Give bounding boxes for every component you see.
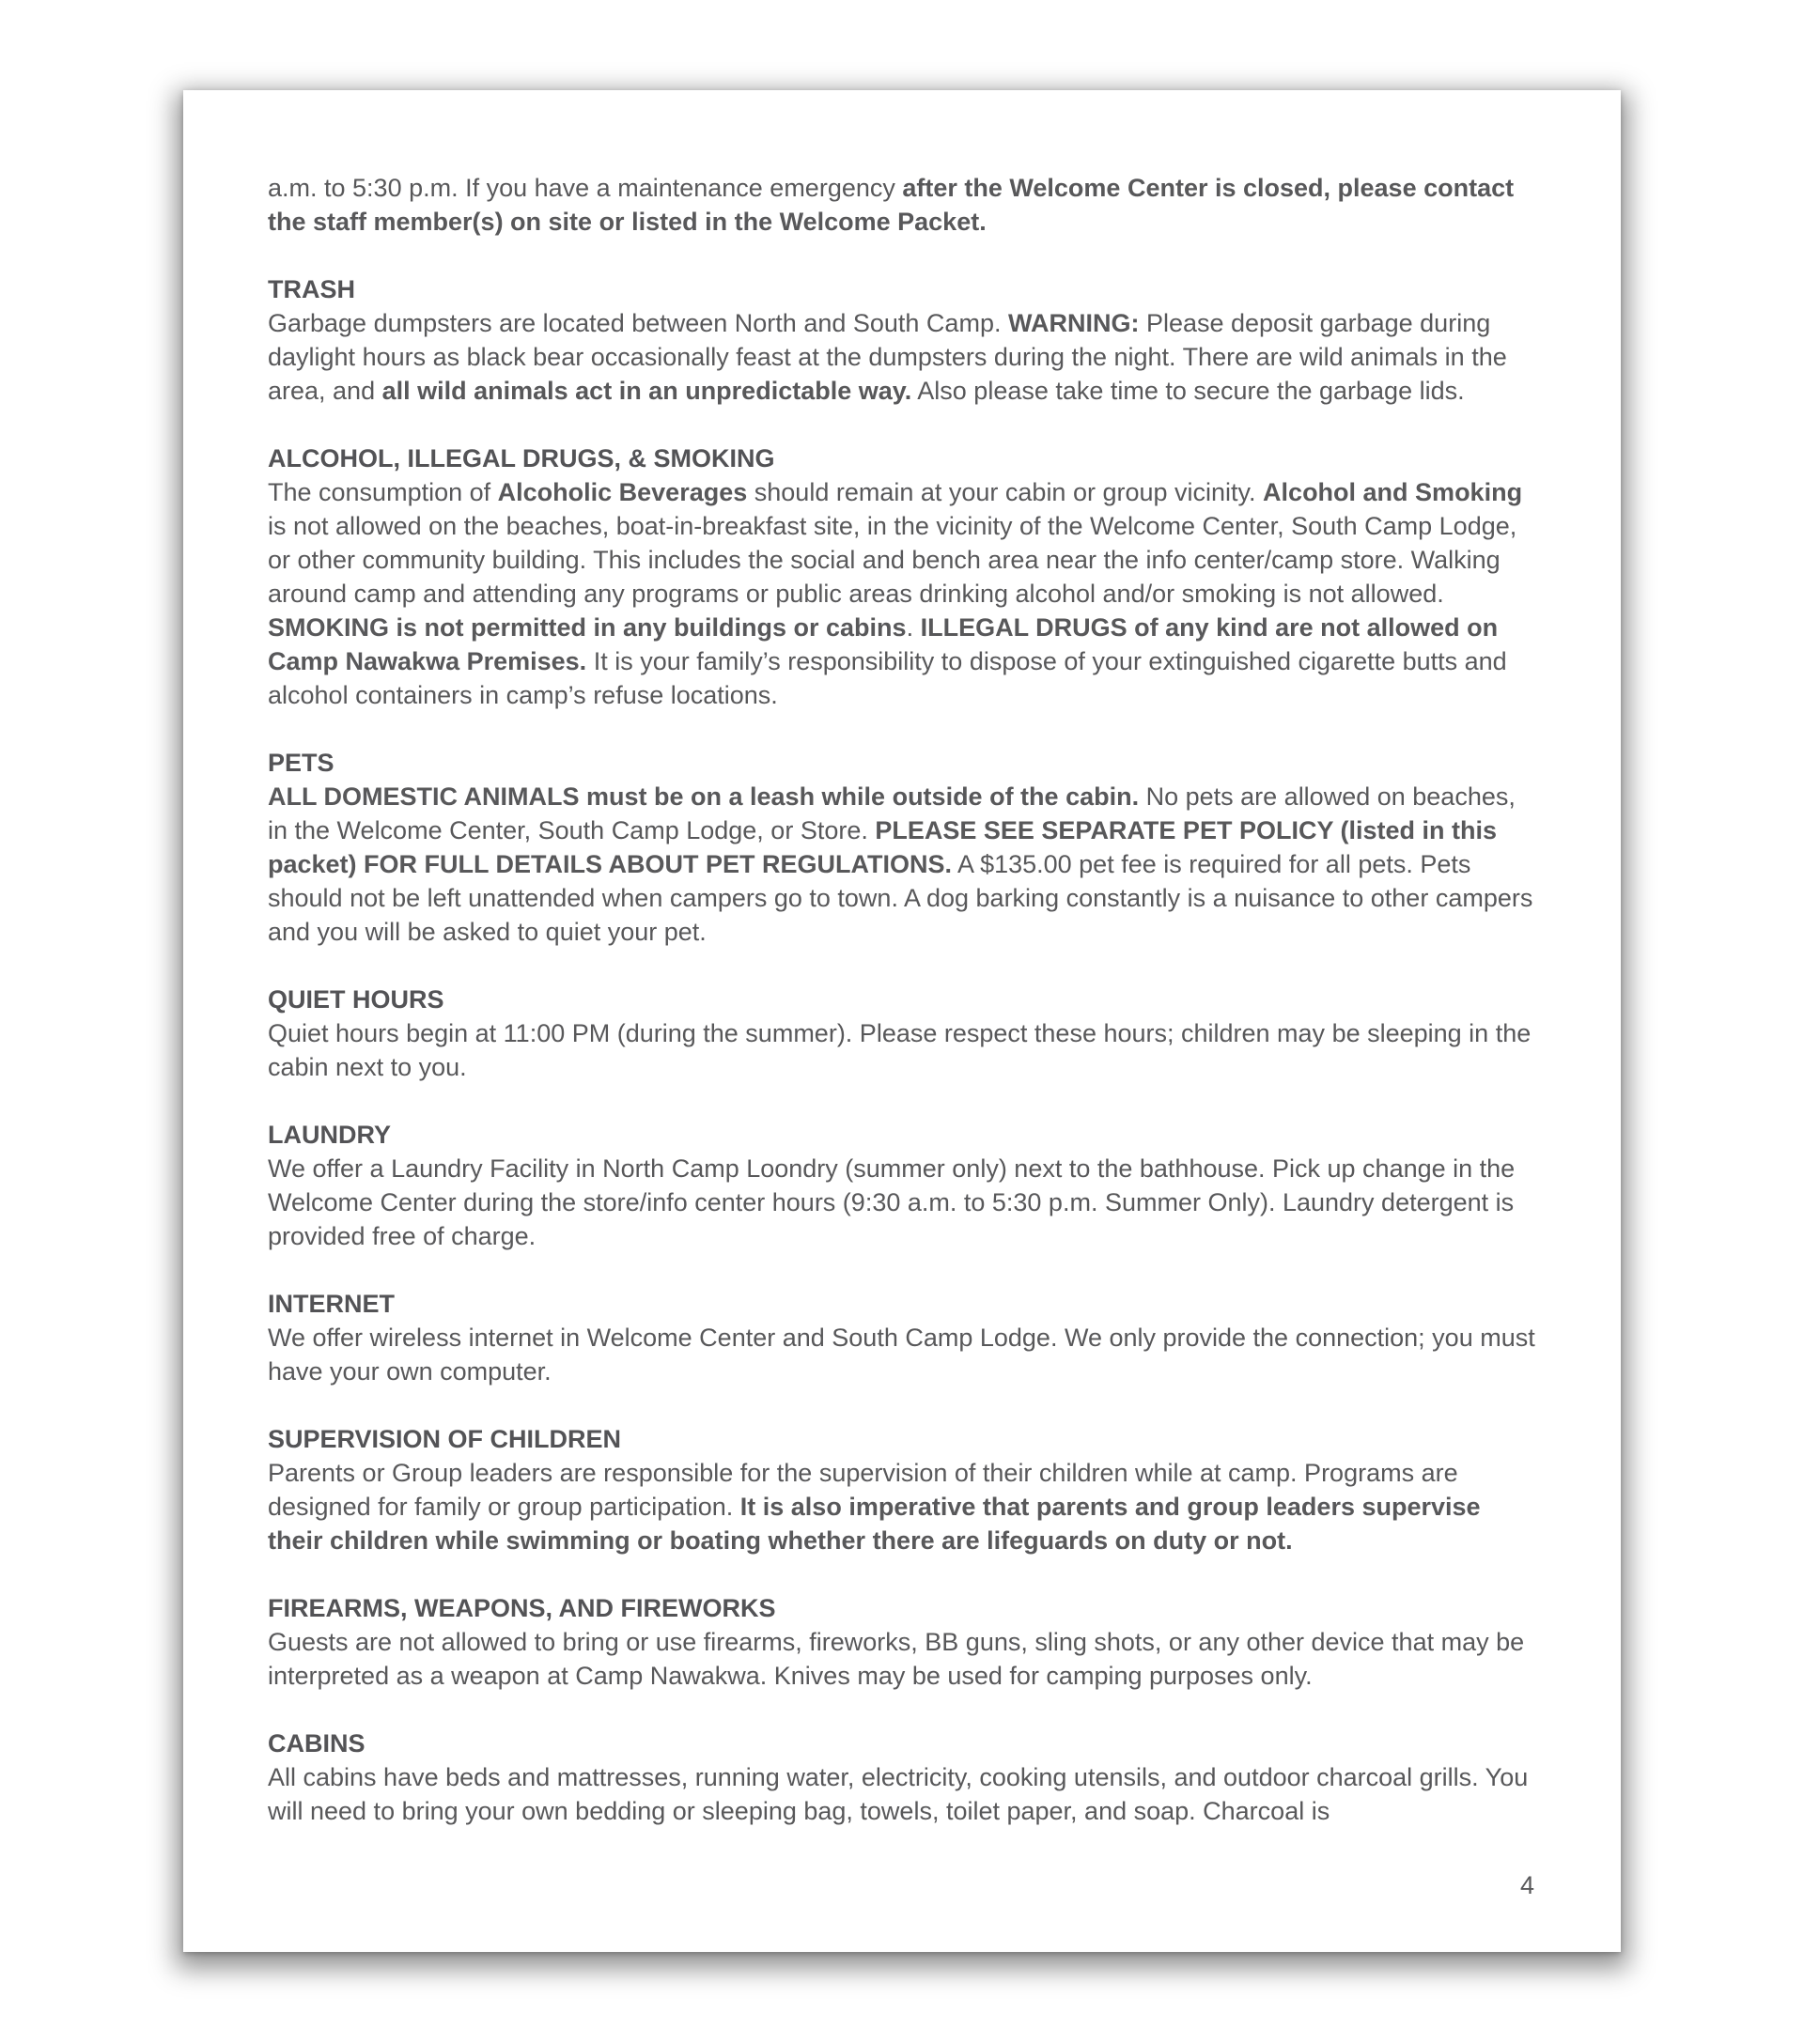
section-body (268, 1321, 1538, 1388)
section-heading: PETS (268, 749, 334, 777)
bold-text-run: WARNING: (1007, 309, 1140, 337)
section-body (268, 780, 1538, 949)
bold-text-run: after the Welcome Center is closed, please contact the staff member(s) on site or listed in the Welcome Packet. (268, 174, 1515, 236)
bold-text-run: It is also imperative that parents and group leaders supervise their children while swimming or boating whether there are lifeguards on duty or not. (268, 1493, 1481, 1555)
section-body (268, 1016, 1538, 1084)
section-heading: QUIET HOURS (268, 985, 444, 1014)
text-run: The consumption of (268, 478, 498, 506)
section-trash (268, 272, 1538, 408)
bold-text-run: PLEASE SEE SEPARATE PET POLICY (listed in this packet) FOR FULL DETAILS ABOUT PET REGULATIONS. (268, 816, 1497, 878)
section-heading: FIREARMS, WEAPONS, AND FIREWORKS (268, 1594, 776, 1622)
text-run: Parents or Group leaders are responsible for the supervision of their children while at camp. Programs are designed for family or group participation. (268, 1459, 1458, 1521)
section-internet (268, 1287, 1538, 1388)
section-heading: CABINS (268, 1729, 365, 1758)
section-heading: SUPERVISION OF CHILDREN (268, 1425, 622, 1453)
section-heading: LAUNDRY (268, 1121, 391, 1149)
text-run: No pets are allowed on beaches, in the Welcome Center, South Camp Lodge, or Store. (268, 782, 1516, 844)
text-run: Garbage dumpsters are located between North and South Camp. (268, 309, 1008, 337)
text-run: It is your family’s responsibility to dispose of your extinguished cigarette butts and alcohol containers in camp’s refuse locations. (268, 647, 1507, 709)
section-firearms (268, 1591, 1538, 1693)
document-page (183, 90, 1621, 1952)
text-run: Please deposit garbage during daylight hours as black bear occasionally feast at the dumpsters during the night. There are wild animals in the area, and (268, 309, 1507, 405)
text-run: should remain at your cabin or group vicinity. (747, 478, 1264, 506)
text-run: Guests are not allowed to bring or use firearms, fireworks, BB guns, sling shots, or any other device that may be interpreted as a weapon at Camp Nawakwa. Knives may be used for camping purposes only. (268, 1628, 1525, 1690)
bold-text-run: Alcoholic Beverages (497, 478, 748, 506)
section-heading: TRASH (268, 275, 355, 303)
section-cabins (268, 1727, 1538, 1828)
intro-paragraph (268, 171, 1538, 239)
section-quiet-hours (268, 983, 1538, 1084)
sections-container (268, 272, 1538, 1828)
text-run: We offer a Laundry Facility in North Camp Loondry (summer only) next to the bathhouse. Pick up change in the Welcome Center during the store/info center hours (9:30 a.m. to 5:30 p.m. Summer Only). Laundry detergent is provided free of charge. (268, 1154, 1516, 1250)
text-run: Also please take time to secure the garbage lids. (911, 377, 1465, 405)
section-body (268, 1625, 1538, 1693)
section-heading: INTERNET (268, 1290, 395, 1318)
section-alcohol (268, 441, 1538, 712)
text-run: Quiet hours begin at 11:00 PM (during the summer). Please respect these hours; children may be sleeping in the cabin next to you. (268, 1019, 1532, 1081)
bold-text-run: Alcohol and Smoking (1263, 478, 1523, 506)
text-run: A $135.00 pet fee is required for all pets. Pets should not be left unattended when campers go to town. A dog barking constantly is a nuisance to other campers and you will be asked to quiet your pet. (268, 850, 1533, 946)
text-run: a.m. to 5:30 p.m. If you have a maintenance emergency (268, 174, 903, 202)
page-number: 4 (1519, 1871, 1534, 1899)
text-run: is not allowed on the beaches, boat-in-breakfast site, in the vicinity of the Welcome Center, South Camp Lodge, or other community building. This includes the social and bench area near the info center/camp store. Walking around camp and attending any programs or public areas drinking alcohol and/or smoking is not allowed. (268, 512, 1517, 608)
text-run: All cabins have beds and mattresses, running water, electricity, cooking utensils, and outdoor charcoal grills. You will need to bring your own bedding or sleeping bag, towels, toilet paper, and soap. Charcoal is (268, 1763, 1529, 1825)
page-content (268, 171, 1538, 1828)
section-laundry (268, 1118, 1538, 1253)
section-body (268, 1456, 1538, 1557)
section-body (268, 306, 1538, 408)
bold-text-run: all wild animals act in an unpredictable way. (381, 377, 912, 405)
section-pets (268, 746, 1538, 949)
section-body (268, 1760, 1538, 1828)
section-supervision (268, 1422, 1538, 1557)
text-run: We offer wireless internet in Welcome Center and South Camp Lodge. We only provide the connection; you must have your own computer. (268, 1324, 1535, 1386)
section-heading: ALCOHOL, ILLEGAL DRUGS, & SMOKING (268, 444, 775, 472)
section-body (268, 475, 1538, 712)
bold-text-run: ILLEGAL DRUGS of any kind are not allowed on Camp Nawakwa Premises. (268, 613, 1499, 675)
bold-text-run: ALL DOMESTIC ANIMALS must be on a leash while outside of the cabin. (268, 782, 1140, 811)
text-run: . (906, 613, 921, 642)
section-body (268, 1152, 1538, 1253)
bold-text-run: SMOKING is not permitted in any buildings or cabins (268, 613, 907, 642)
